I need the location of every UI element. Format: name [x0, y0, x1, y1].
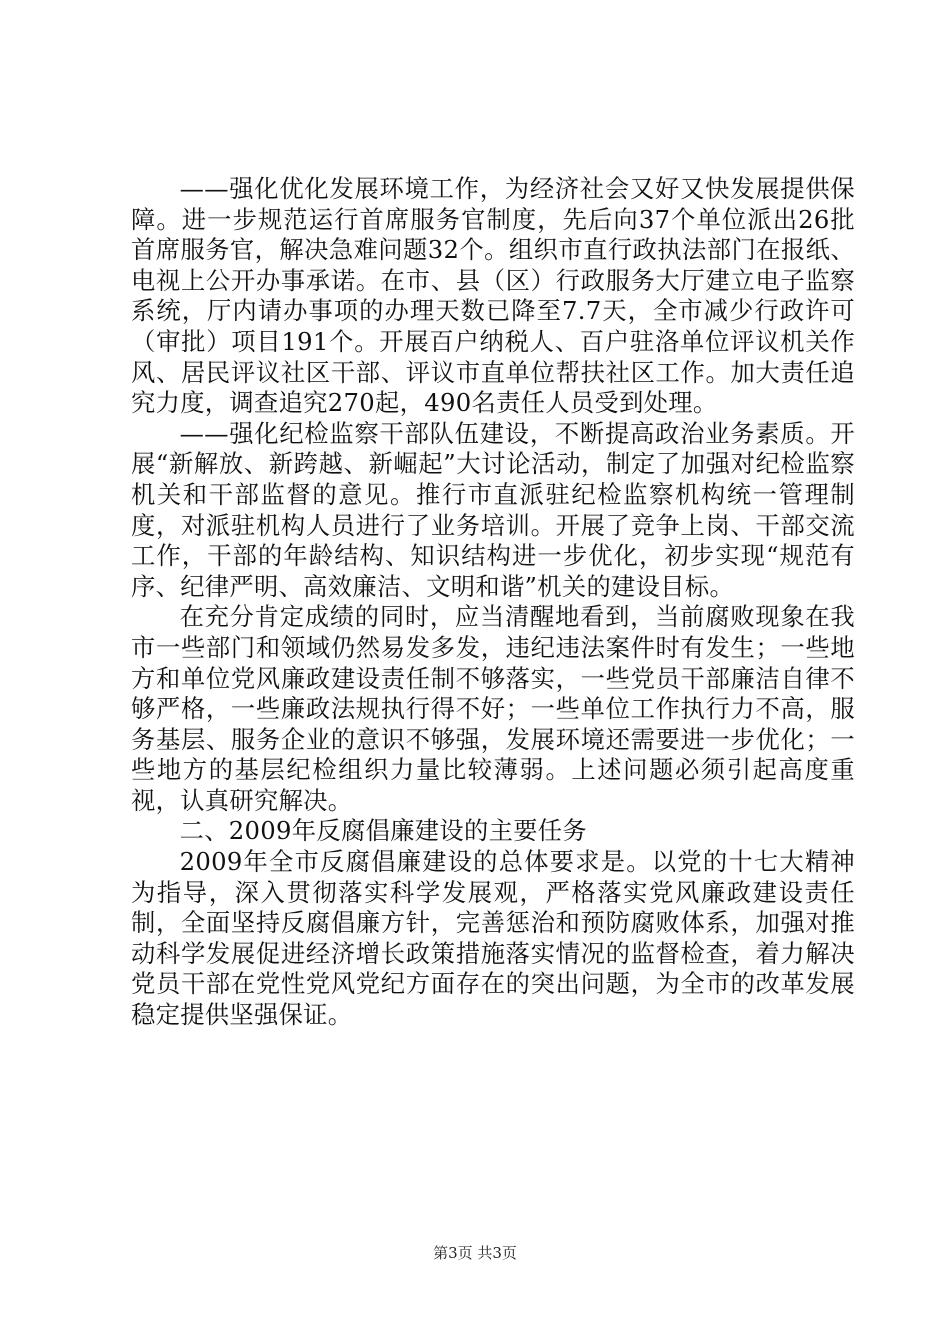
paragraph-overall-requirements: 2009年全市反腐倡廉建设的总体要求是。以党的十七大精神为指导，深入贯彻落实科学发展观，严格落实党风廉政建设责任制，全面坚持反腐倡廉方针，完善惩治和预防腐败体系，加强对推动科学发展促进经济增长政策措施落实情况的监督检查，着力解决党员干部在党性党风党纪方面存在的突出问题，为全市的改革发展稳定提供坚强保证。: [131, 847, 855, 1030]
paragraph-development-environment: ——强化优化发展环境工作，为经济社会又好又快发展提供保障。进一步规范运行首席服务官制度，先后向37个单位派出26批首席服务官，解决急难问题32个。组织市直行政执法部门在报纸、电视上公开办事承诺。在市、县（区）行政服务大厅建立电子监察系统，厅内请办事项的办理天数已降至7.7天，全市减少行政许可（审批）项目191个。开展百户纳税人、百户驻洛单位评议机关作风、居民评议社区干部、评议市直单位帮扶社区工作。加大责任追究力度，调查追究270起，490名责任人员受到处理。: [131, 174, 855, 418]
page-number-footer: 第3页 共3页: [433, 1244, 517, 1262]
section-heading: 二、2009年反腐倡廉建设的主要任务: [179, 816, 587, 846]
paragraph-cadre-team: ——强化纪检监察干部队伍建设，不断提高政治业务素质。开展“新解放、新跨越、新崛起”大讨论活动，制定了加强对纪检监察机关和干部监督的意见。推行市直派驻纪检监察机构统一管理制度，对派驻机构人员进行了业务培训。开展了竞争上岗、干部交流工作，干部的年龄结构、知识结构进一步优化，初步实现“规范有序、纪律严明、高效廉洁、文明和谐”机关的建设目标。: [131, 418, 855, 601]
paragraph-problems: 在充分肯定成绩的同时，应当清醒地看到，当前腐败现象在我市一些部门和领域仍然易发多发，违纪违法案件时有发生；一些地方和单位党风廉政建设责任制不够落实，一些党员干部廉洁自律不够严格，一些廉政法规执行得不好；一些单位工作执行力不高，服务基层、服务企业的意识不够强，发展环境还需要进一步优化；一些地方的基层纪检组织力量比较薄弱。上述问题必须引起高度重视，认真研究解决。: [131, 602, 855, 815]
document-body: [131, 174, 855, 1031]
